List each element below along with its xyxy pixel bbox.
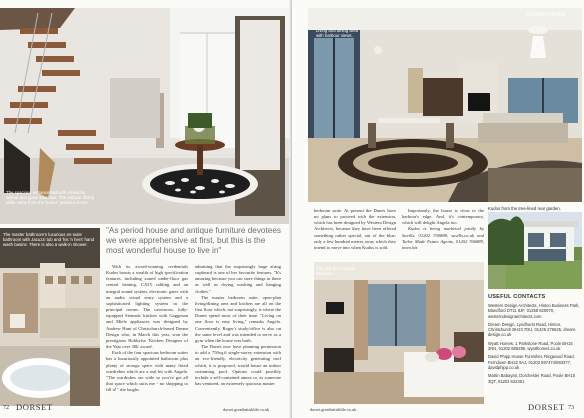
living-area-caption: Living and dining area with harbour views. (316, 28, 359, 39)
right-column-1 (314, 208, 396, 251)
master-bedroom-caption: The first floor master bedroom (316, 266, 356, 277)
section-title: Dorset Home (527, 11, 566, 18)
bathroom-caption: The master bathroom's luxurious en-suite bathroom with Jacuzzi tub and 'his 'n hers' hand wash basins. There is also a walk-in shower. (3, 232, 95, 248)
magazine-title-right: DORSET (528, 402, 565, 412)
left-col2-para2: The master bedroom suite, open-plan living/dining area and kitchen are all on the first floor which, not surprisingly, is where the Dunes spend most of their time. "Living on one floor is easy living," remarks Angela. Conveniently, Roger's study/office is also on the same level and was intended to serve as a gym when the house was built. (195, 294, 281, 343)
right-folio (298, 402, 582, 416)
website-url-left: dorset.greatbritishlife.co.uk (223, 407, 270, 412)
page-number-right: 73 (568, 405, 574, 411)
pull-quote: "As period house and antique furniture devotees we were apprehensive at first, but this is the most wonderful house to live in" (106, 226, 281, 256)
exterior-photo (488, 205, 582, 289)
master-bedroom-photo (314, 262, 484, 404)
page-number-left: 72 (3, 405, 9, 411)
left-col1-para1: With its award-winning credentials Kudos boasts a wealth of high specification features, including zoned under-floor gas central heating, CAT5 cabling and an integral sound system, electronic gates with an audio visual entry system and a sophisticated lighting system in the principal rooms. The cavernous, fully-equipped Siematic kitchen with Gaggenau and Miele appliances was designed by Andrew Hunt of Christchurch-based Dream Design who, in March this year, won the prestigious Hobbyfur 'Kitchen Designer of the Year over 30k' award. (106, 264, 188, 350)
left-column-1 (106, 264, 188, 393)
left-column-2 (195, 264, 281, 387)
left-col1-para2: Each of the four spacious bedroom suites has a luxuriously appointed bathroom plus plenty of storage space with many fitted wardrobes which are a real hit with Angela. "The wardrobes are wide so you've got all that space which suits me - no shopping to fill it!" she laughs (106, 350, 188, 393)
contact-entry: Dream Design, Lyndhurst Road, Hinton, Christchurch BH23 7DU, 01425 276625, dream-design.co.uk (488, 321, 577, 338)
website-url-right: dorset.greatbritishlife.co.uk (310, 407, 357, 412)
left-folio (3, 402, 287, 416)
right-col2-agents: Kudos is being marketed jointly by Savills, 01202 700888, savills.co.uk and Tailor Made Estate Agents, 01202 766889, tmea.biz (402, 226, 484, 250)
left-col2-para3: The Dunes now have planning permission to add a 750sq.ft single-storey extension with an eco-friendly, electricity generating roof which, it is proposed, would house an indoor swimming pool. Options could possibly include a self-contained annex or, as someone has ventured, an extremely spacious master (195, 344, 281, 386)
entrance-hall-caption: The spacious entrance hall with American walnut and glass staircase. The antique dining table came from the Dunes' previous home. (6, 190, 95, 206)
right-page (292, 0, 584, 418)
contact-entry: Wyatt Homes, 1 Parkstone Road, Poole BH15 2NN, 01202 686286, wyatthomes.co.uk (488, 340, 573, 352)
left-col2-para1: admitting that the surprisingly large airing cupboard is one of her favourite features. "It's amazing because you can store things in there as well as drying washing and hanging clothes." (195, 264, 281, 294)
right-column-2 (402, 208, 484, 251)
magazine-title-left: DORSET (16, 402, 53, 412)
contact-entry: Martin Babayan, Dorchester Road, Poole BH15 3QT, 01202 622351 (488, 373, 575, 384)
bathroom-photo (0, 228, 100, 406)
useful-contacts-heading: USEFUL CONTACTS (488, 294, 546, 300)
exterior-caption: Kudos from the tree-lined rear garden. (488, 205, 582, 212)
contact-entry: Western Design Architects, Hinton Business Park, Blandford DT11 8JF, 01258 820970, westerndesignarchitects.com (488, 303, 580, 319)
contact-entry: David Phipp House Furnisher, Ringwood Road, Ferndown BH22 9AJ, 01202 897474/893377, davidphipp.co.uk (488, 354, 575, 370)
right-col2-para1: Importantly, the house is close to the harbour's edge. And, it's contemporary, which will delight Angela too. (402, 208, 484, 226)
right-col1-para1: bedroom suite. At present the Dunes have no plans to proceed with the extension, which has been designed by Western Design Architects, because they have been offered something rather special, out of the blue; only a few hundred metres away which they intend to move into when Kudos is sold. (314, 208, 396, 250)
useful-contacts-box (488, 294, 580, 387)
